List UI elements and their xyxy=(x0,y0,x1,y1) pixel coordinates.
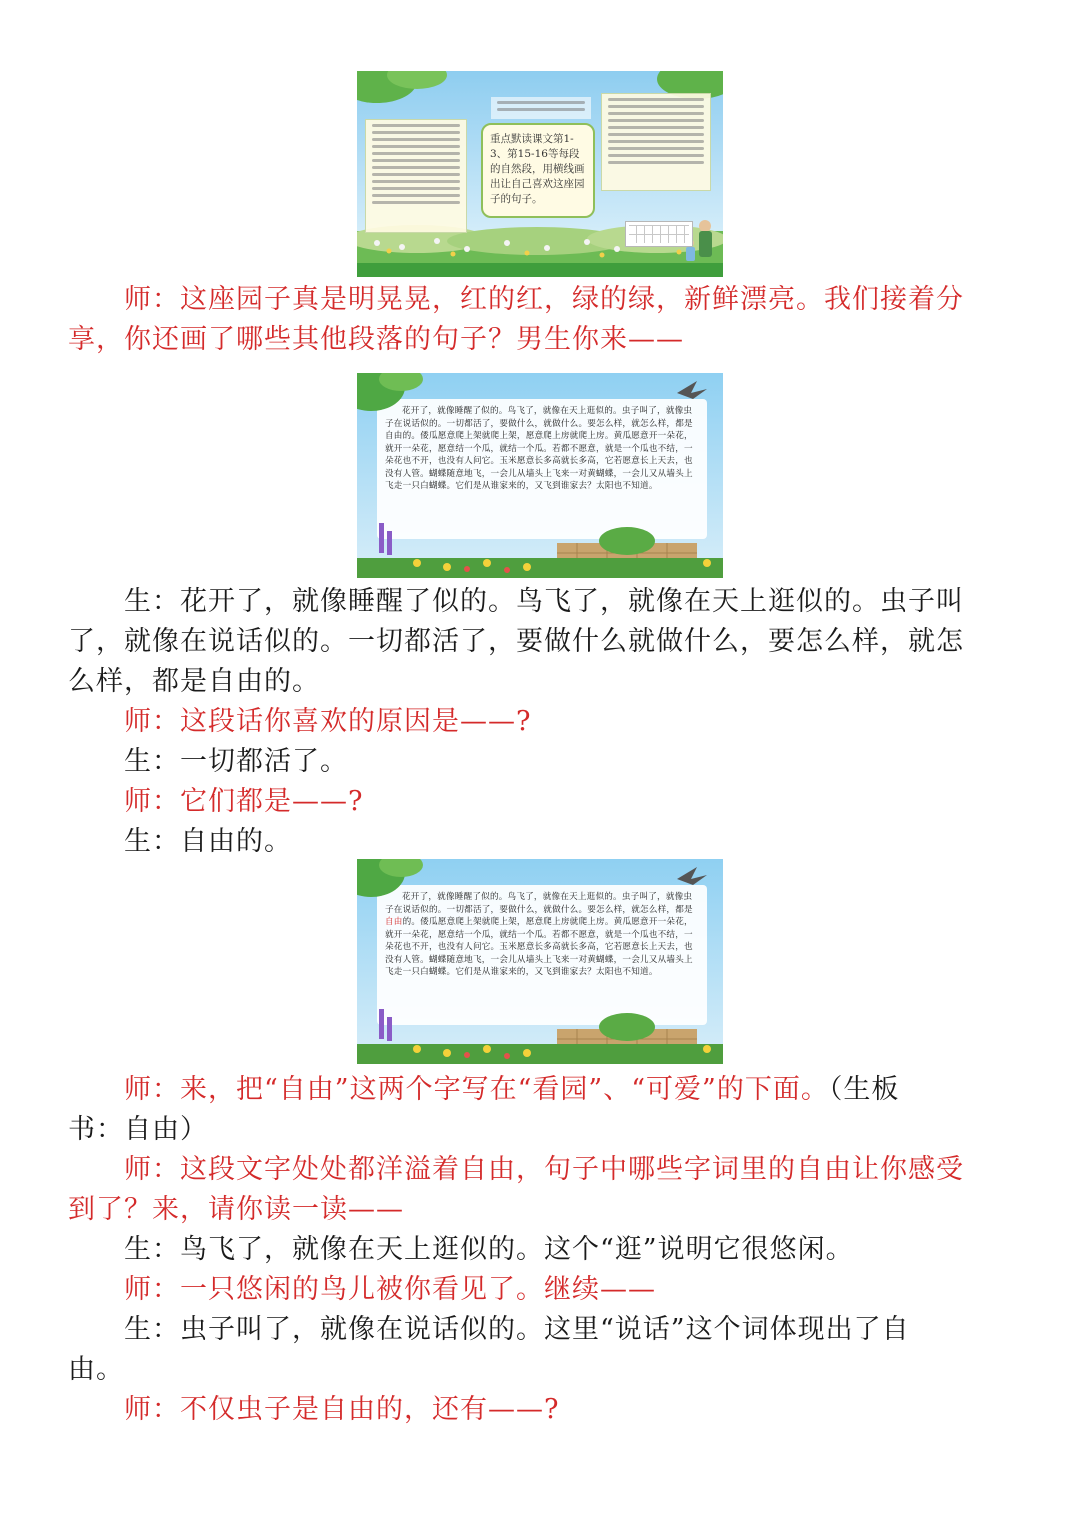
student-line-5-cont: 由。 xyxy=(68,1354,124,1385)
textbook-right-panel xyxy=(601,93,711,191)
passage-highlight: 自由 xyxy=(385,917,403,927)
teacher-line-4 xyxy=(124,1070,899,1110)
student-line-5: 生：虫子叫了，就像在说话似的。这里“说话”这个词体现出了自 xyxy=(124,1314,910,1345)
passage-text-highlighted xyxy=(385,891,699,1018)
passage-lead: 花开了，就像睡醒了似的。鸟飞了，就像在天上逛似的。虫子叫了，就像虫子在说话似的。一切都活了，要做什么，就做什么。要怎么样，就怎么样，都是 xyxy=(385,406,693,429)
passage-slide-2 xyxy=(357,859,723,1064)
teacher-line-4-text: 师：来，把“自由”这两个字写在“看园”、“可爱”的下面。 xyxy=(124,1074,829,1105)
teacher-line-1-cont: 享，你还画了哪些其他段落的句子？男生你来—— xyxy=(68,324,684,355)
student-line-3: 生：自由的。 xyxy=(124,826,292,857)
passage-text xyxy=(385,405,699,532)
passage-lead: 花开了，就像睡醒了似的。鸟飞了，就像在天上逛似的。虫子叫了，就像虫子在说话似的。一切都活了，要做什么，就做什么。要怎么样，就怎么样，都是 xyxy=(385,892,693,915)
teacher-line-5: 师：这段文字处处都洋溢着自由，句子中哪些字词里的自由让你感受 xyxy=(124,1154,964,1185)
student-line-1-cont: 了，就像在说话似的。一切都活了，要做什么就做什么，要怎么样，就怎 xyxy=(68,626,964,657)
passage-tail: 的。倭瓜愿意爬上架就爬上架，愿意爬上房就爬上房。黄瓜愿意开一朵花，就开一朵花，愿意结一个瓜，就结一个瓜。若都不愿意，就是一个瓜也不结，一朵花也不开，也没有人问它。玉米愿意长多高就长多高，它若愿意长上天去，也没有人管。蝴蝶随意地飞，一会儿从墙头上飞来一对黄蝴蝶，一会儿又从墙头上飞走一只白蝴蝶。它们是从谁家来的，又飞到谁家去？太阳也不知道。 xyxy=(385,431,693,491)
textbook-mid-panel xyxy=(491,97,591,119)
board-writing-note-cont: 书：自由） xyxy=(68,1114,208,1145)
teacher-line-2: 师：这段话你喜欢的原因是——? xyxy=(124,706,532,737)
textbook-page-image xyxy=(357,71,723,277)
student-line-1-cont2: 么样，都是自由的。 xyxy=(68,666,320,697)
teacher-line-5-cont: 到了？来，请你读一读—— xyxy=(68,1194,404,1225)
student-line-1: 生：花开了，就像睡醒了似的。鸟飞了，就像在天上逛似的。虫子叫 xyxy=(124,586,964,617)
passage-slide-1 xyxy=(357,373,723,578)
teacher-line-1: 师：这座园子真是明晃晃，红的红，绿的绿，新鲜漂亮。我们接着分 xyxy=(124,284,964,315)
reading-task-callout: 重点默读课文第1-3、第15-16等每段的自然段，用横线画出让自己喜欢这座园子的句子。 xyxy=(481,123,595,218)
textbook-left-panel xyxy=(365,119,467,233)
teacher-line-7: 师：不仅虫子是自由的，还有——? xyxy=(124,1394,560,1425)
board-writing-note: （生板 xyxy=(828,1074,900,1105)
character-grid-card xyxy=(625,221,693,247)
student-line-4: 生：鸟飞了，就像在天上逛似的。这个“逛”说明它很悠闲。 xyxy=(124,1234,854,1265)
passage-highlight-plain: 自由 xyxy=(385,431,403,441)
student-line-2: 生：一切都活了。 xyxy=(124,746,348,777)
teacher-line-3: 师：它们都是——? xyxy=(124,786,364,817)
teacher-line-6: 师：一只悠闲的鸟儿被你看见了。继续—— xyxy=(124,1274,656,1305)
passage-tail: 的。倭瓜愿意爬上架就爬上架，愿意爬上房就爬上房。黄瓜愿意开一朵花，就开一朵花，愿意结一个瓜，就结一个瓜。若都不愿意，就是一个瓜也不结，一朵花也不开，也没有人问它。玉米愿意长多高就长多高，它若愿意长上天去，也没有人管。蝴蝶随意地飞，一会儿从墙头上飞来一对黄蝴蝶，一会儿又从墙头上飞走一只白蝴蝶。它们是从谁家来的，又飞到谁家去？太阳也不知道。 xyxy=(385,917,693,977)
